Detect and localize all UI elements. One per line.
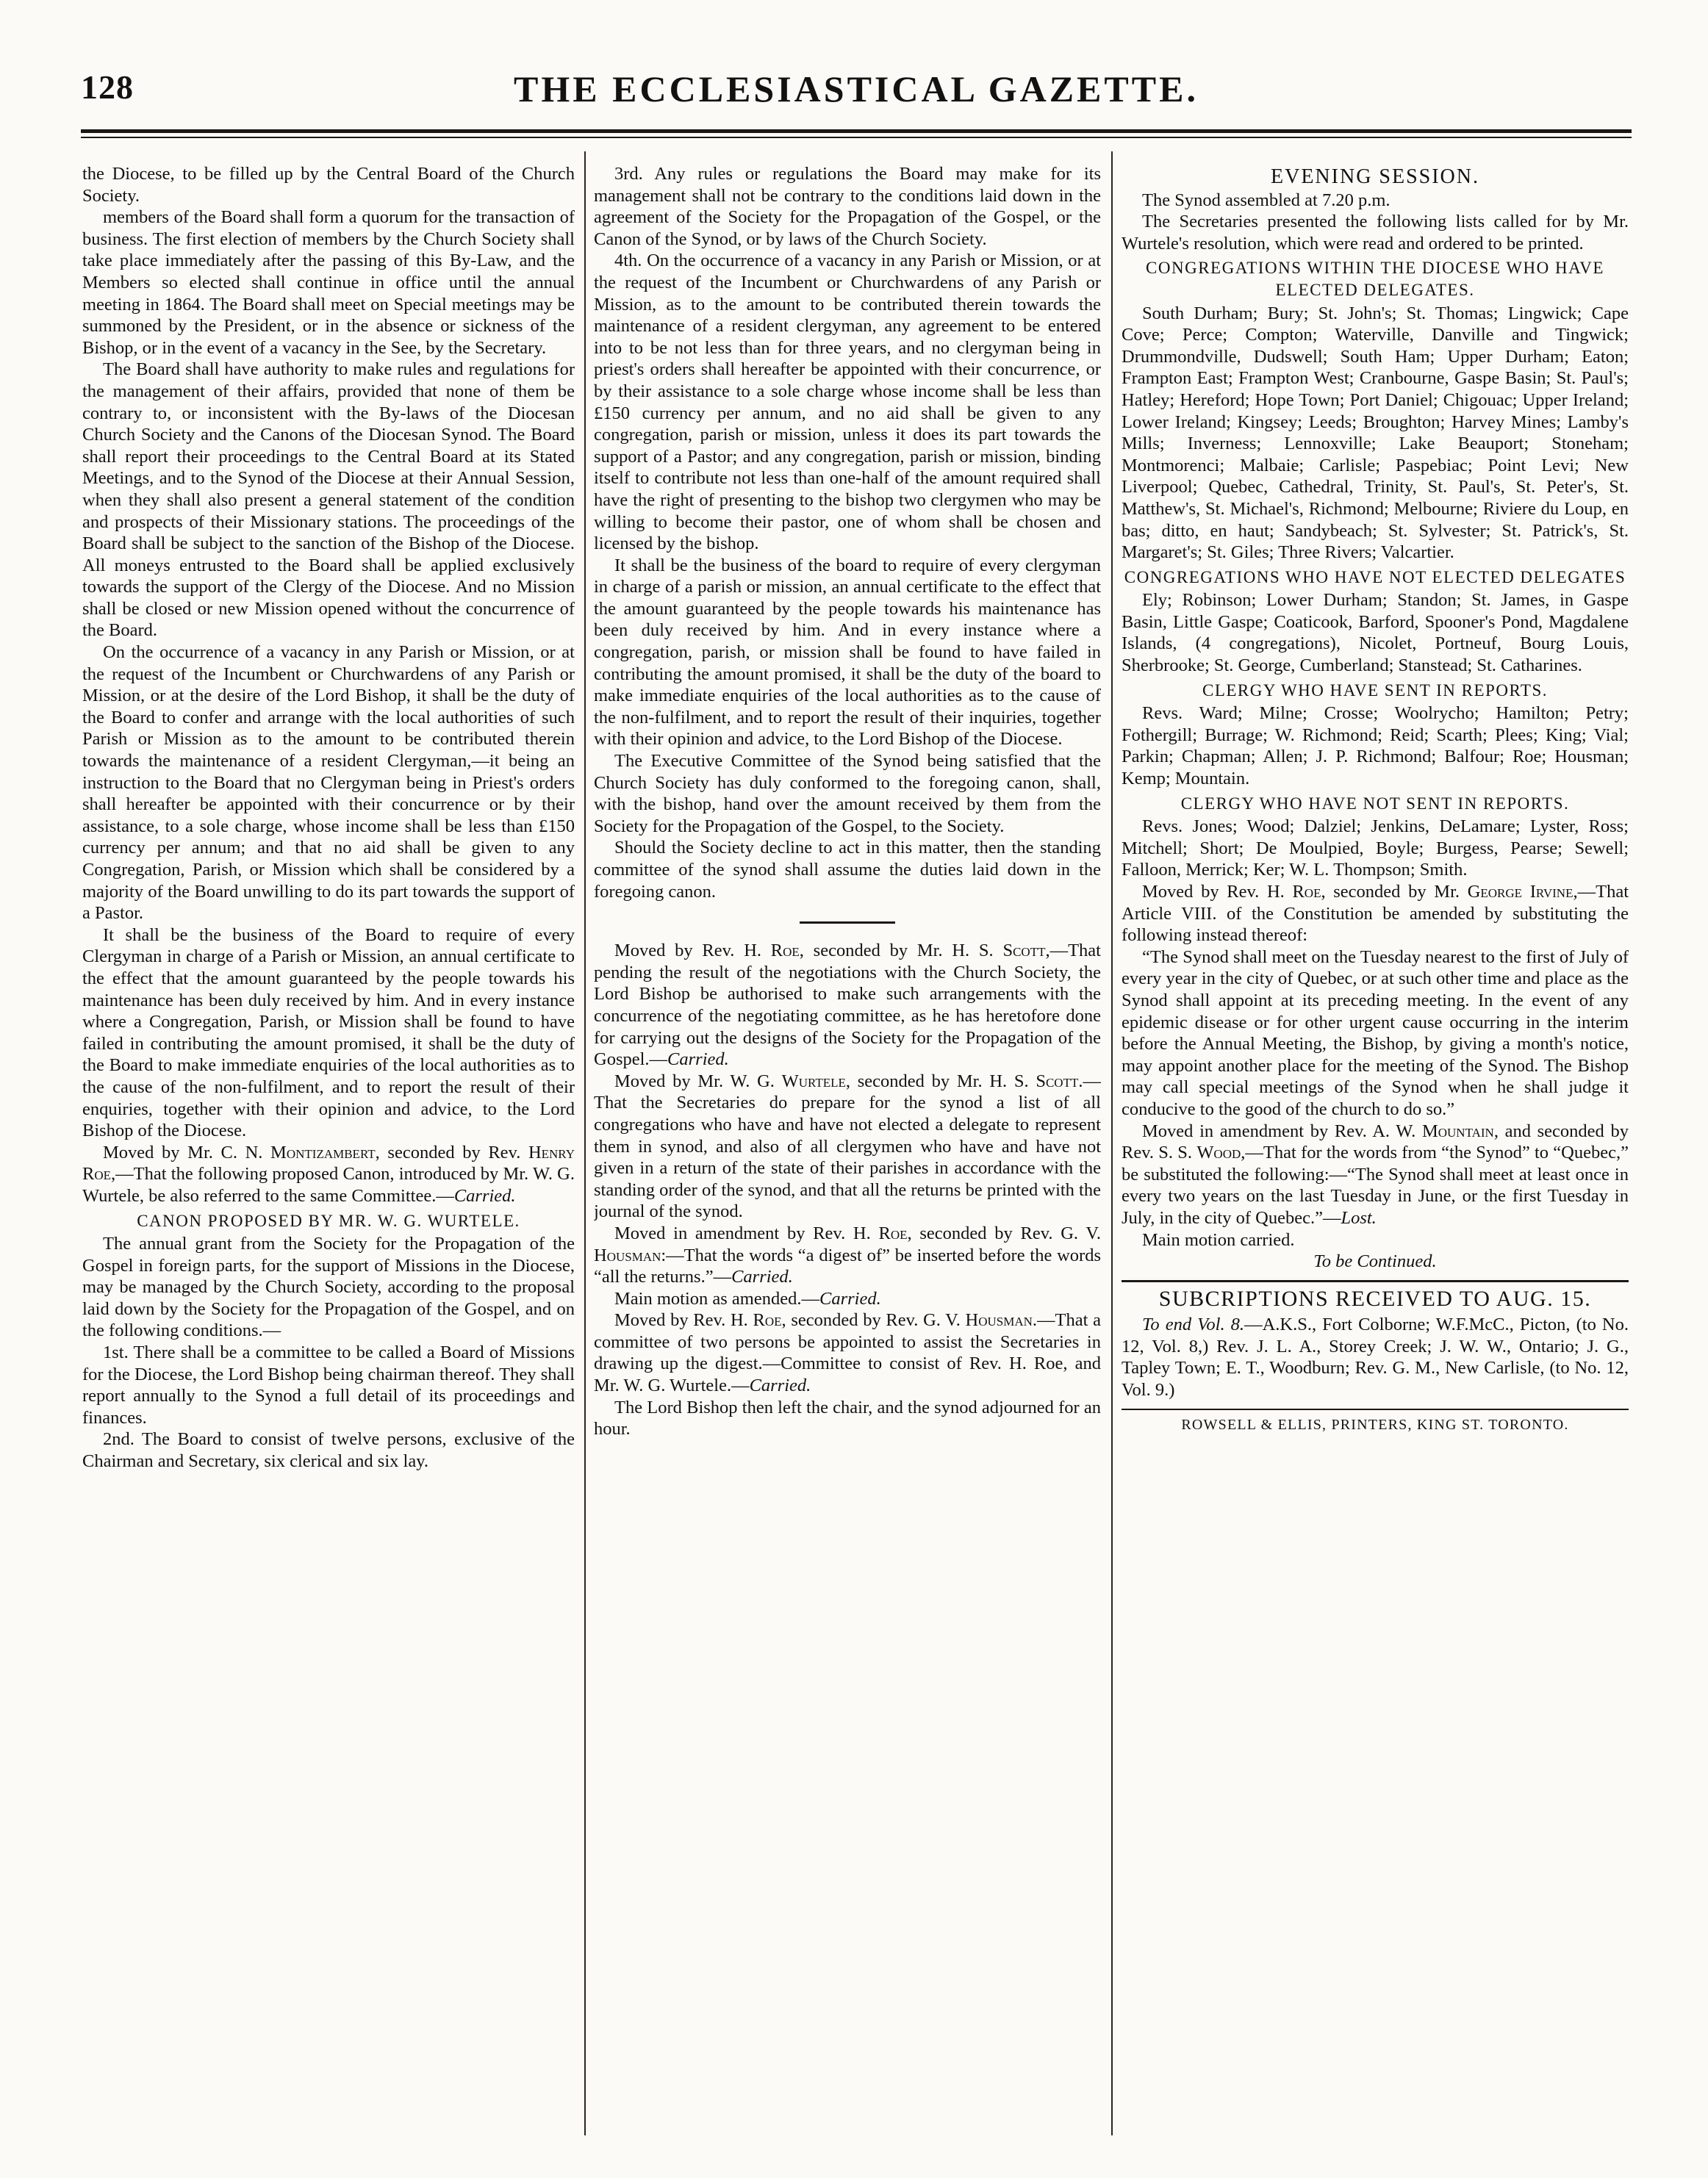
paragraph: It shall be the business of the board to require of every clergyman in charge of a parish or mission, an annual certificate to the effect that the amount guaranteed by the people towards his maintenance has been duly received by him. And in every instance where a congregation, parish, or mission shall be found to have failed in contributing the amount promised, it shall be the duty of the board to make immediate enquiries of the local authorities as to the cause of the non-fulfilment, and to report the result of their inquiries, together with their opinion and advice, to the Lord Bishop of the Diocese. [594, 555, 1101, 750]
motion-paragraph: Main motion as amended.—Carried. [614, 1288, 881, 1309]
list-heading-not-sent-reports: CLERGY WHO HAVE NOT SENT IN REPORTS. [1180, 794, 1570, 813]
paragraph: The Secretaries presented the following lists called for by Mr. Wurtele's resolution, which were read and ordered to be printed. [1122, 212, 1629, 254]
list-heading-sent-reports: CLERGY WHO HAVE SENT IN REPORTS. [1202, 680, 1549, 700]
column-1 [82, 163, 575, 2118]
motion-paragraph: Moved by Rev. H. Roe, seconded by Mr. George Irvine,—That Article VIII. of the Constitution be amended by substituting the following instead thereof: [1122, 882, 1629, 946]
page-number: 128 [81, 68, 134, 106]
column-divider-1 [584, 151, 586, 2135]
list-heading-not-elected: CONGREGATIONS WHO HAVE NOT ELECTED DELEGATES [1124, 567, 1626, 586]
motion-paragraph: Moved by Rev. H. Roe, seconded by Rev. G. V. Housman.—That a committee of two persons be appointed to assist the Secretaries in drawing up the digest.—Committee to consist of Rev. H. Roe, and Mr. W. G. Wurtele.—Carried. [594, 1310, 1101, 1396]
paragraph: The annual grant from the Society for the Propagation of the Gospel in foreign parts, for the support of Missions in the Diocese, may be managed by the Church Society, according to the proposal laid down by the Society for the Propagation of the Gospel, and on the following conditions.— [82, 1234, 575, 1341]
column-3 [1122, 163, 1629, 2118]
page-header [81, 68, 1632, 119]
paragraph: It shall be the business of the Board to require of every Clergyman in charge of a Parish or Mission, an annual certificate to the effect that the amount guaranteed by the people towards his maintenance has been duly received by him. And in every instance where a Congregation, Parish, or Mission shall be found to have failed in contributing the amount promised, it shall be the duty of the Board to make immediate enquiries of the local authorities as to the cause of the non-fulfilment, and to report the result of their enquiries, together with their opinion and advice, to the Lord Bishop of the Diocese. [82, 924, 575, 1141]
paragraph: 2nd. The Board to consist of twelve persons, exclusive of the Chairman and Secretary, six clerical and six lay. [82, 1429, 575, 1472]
paragraph: On the occurrence of a vacancy in any Parish or Mission, or at the request of the Incumbent or Churchwardens of any Parish or Mission, or at the desire of the Lord Bishop, it shall be the duty of the Board to confer and arrange with the local authorities of such Parish or Mission as to the amount to be contributed therein towards the maintenance of a resident Clergyman,—it being an instruction to the Board that no Clergyman being in Priest's orders shall hereafter be appointed with their concurrence or by their assistance, to a sole charge, whose income shall be less than £150 currency per annum; and that no aid shall be given to any Congregation, Parish, or Mission which shall be considered by a majority of the Board unwilling to do its part towards the support of a Pastor. [82, 642, 575, 924]
subscriptions-list: To end Vol. 8.—A.K.S., Fort Colborne; W.F.McC., Picton, (to No. 12, Vol. 8,) Rev. J. L. A., Storey Creek; J. W. W., Ontario; J. G., Tapley Town; E. T., Woodburn; Rev. G. M., New Carlisle, (to No. 12, Vol. 9.) [1122, 1315, 1629, 1401]
clergy-list: Revs. Ward; Milne; Crosse; Woolrycho; Hamilton; Petry; Fothergill; Burrage; W. Richmond; Reid; Scarth; Plees; King; Vial; Parkin; Chapman; Allen; J. P. Richmond; Balfour; Roe; Housman; Kemp; Mountain. [1122, 703, 1629, 789]
paragraph: members of the Board shall form a quorum for the transaction of business. The first election of members by the Church Society shall take place immediately after the passing of this By-Law, and the Members so elected shall continue in office until the annual meeting in 1864. The Board shall meet on Special meetings may be summoned by the President, or in the absence or sickness of the Bishop, or in the event of a vacancy in the See, by the Secretary. [82, 207, 575, 358]
paragraph: Should the Society decline to act in this matter, then the standing committee of the synod shall assume the duties laid down in the foregoing canon. [594, 838, 1101, 902]
paragraph: 4th. On the occurrence of a vacancy in any Parish or Mission, or at the request of the Incumbent or Churchwardens of any Parish or Mission, as to the amount to be contributed therein towards the maintenance of a resident clergyman, any agreement to be entered into to be not less than for three years, and no clergyman being in priest's orders shall hereafter be appointed with their concurrence, or by their assistance to a sole charge whose income shall be less than £150 currency per annum, and no aid shall be given to any congregation, parish or mission, unless it does its part towards the support of a Pastor; and any congregation, parish or mission, binding itself to contribute not less than one-half of the amount required shall have the right of presenting to the bishop two clergymen who may be willing to become their pastor, one of whom shall be chosen and licensed by the bishop. [594, 251, 1101, 554]
paragraph: the Diocese, to be filled up by the Central Board of the Church Society. [82, 164, 575, 206]
canon-heading: CANON PROPOSED BY MR. W. G. WURTELE. [137, 1211, 520, 1230]
motion-paragraph: Moved in amendment by Rev. A. W. Mountain, and seconded by Rev. S. S. Wood,—That for the words from “the Synod” to “Quebec,” be substituted the following:—“The Synod shall meet at least once in every two years on the last Tuesday in June, or the first Tuesday in July, in the city of Quebec.”—Lost. [1122, 1121, 1629, 1228]
paragraph: The Synod assembled at 7.20 p.m. [1142, 190, 1391, 210]
paragraph: 1st. There shall be a committee to be called a Board of Missions for the Diocese, the Lord Bishop being chairman thereof. They shall report annually to the Synod a full detail of its proceedings and finances. [82, 1343, 575, 1428]
quoted-article: “The Synod shall meet on the Tuesday nearest to the first of July of every year in the city of Quebec, or at such other time and place as the Synod shall appoint at its preceding meeting. In the event of any epidemic disease or for other urgent cause occurring in the interim before the Annual Meeting, the Bishop, by giving a month's notice, may appoint another place for the meeting of the Synod. The Bishop may call special meetings of the Synod when he shall judge it conducive to the good of the church to do so.” [1122, 946, 1629, 1119]
motion-paragraph: Moved in amendment by Rev. H. Roe, seconded by Rev. G. V. Housman:—That the words “a digest of” be inserted before the words “all the returns.”—Carried. [594, 1223, 1101, 1287]
subscriptions-heading: SUBCRIPTIONS RECEIVED TO AUG. 15. [1158, 1286, 1592, 1311]
motion-paragraph: Moved by Mr. C. N. Montizambert, seconded by Rev. Henry Roe,—That the following proposed Canon, introduced by Mr. W. G. Wurtele, be also referred to the same Committee.—Carried. [82, 1142, 575, 1206]
motion-paragraph: Moved by Mr. W. G. Wurtele, seconded by Mr. H. S. Scott.—That the Secretaries do prepare for the synod a list of all congregations who have and have not elected a delegate to represent them in synod, and also of all clergymen who have and have not given in a return of the state of their parishes in accordance with the standing order of the synod, and that all the returns be printed with the journal of the synod. [594, 1071, 1101, 1222]
subscriptions-rule-top [1122, 1280, 1629, 1282]
session-heading: EVENING SESSION. [1271, 165, 1479, 188]
congregation-list: Ely; Robinson; Lower Durham; Standon; St. James, in Gaspe Basin, Little Gaspe; Coaticook, Barford, Spooner's Pond, Magdalene Islands, (4 congregations), Nicolet, Portneuf, Bourg Louis, Sherbrooke; St. George, Cumberland; Stanstead; St. Catharines. [1122, 590, 1629, 676]
header-rule-thick [81, 129, 1632, 133]
motion-paragraph: Moved by Rev. H. Roe, seconded by Mr. H. S. Scott,—That pending the result of the negotiations with the Church Society, the Lord Bishop be authorised to make such arrangements with the concurrence of the negotiating committee, as he has heretofore done for carrying out the designs of the Society for the Propagation of the Gospel.—Carried. [594, 941, 1101, 1070]
section-rule [800, 921, 895, 924]
paragraph: The Board shall have authority to make rules and regulations for the management of their affairs, provided that none of them be contrary to, or inconsistent with the By-laws of the Diocesan Church Society and the Canons of the Diocesan Synod. The Board shall report their proceedings to the Central Board at its Stated Meetings, and to the Synod of the Diocese at their Annual Session, when they shall also present a general statement of the condition and prospects of their Missionary stations. The proceedings of the Board shall be subject to the sanction of the Bishop of the Diocese. All moneys entrusted to the Board shall be applied exclusively towards the support of the Clergy of the Diocese. And no Mission shall be closed or new Mission opened without the concurrence of the Board. [82, 359, 575, 641]
to-be-continued: To be Continued. [1313, 1251, 1437, 1272]
printers-imprint: ROWSELL & ELLIS, PRINTERS, KING ST. TORONTO. [1181, 1416, 1569, 1433]
paragraph: The Executive Committee of the Synod being satisfied that the Church Society has duly conformed to the foregoing canon, shall, with the bishop, hand over the amount received by them from the Society for the Propagation of the Gospel, to the Society. [594, 751, 1101, 836]
masthead-title: THE ECCLESIASTICAL GAZETTE. [514, 68, 1199, 109]
header-rule-thin [81, 137, 1632, 138]
paragraph: Main motion carried. [1142, 1229, 1295, 1250]
column-divider-2 [1111, 151, 1113, 2135]
clergy-list: Revs. Jones; Wood; Dalziel; Jenkins, DeLamare; Lyster, Ross; Mitchell; Short; De Moulpied, Boyle; Burgess, Pearse; Sewell; Falloon, Merrick; Ker; W. L. Thompson; Smith. [1122, 816, 1629, 880]
paragraph: 3rd. Any rules or regulations the Board may make for its management shall not be contrary to the conditions laid down in the agreement of the Society for the Propagation of the Gospel, or the Canon of the Synod, or by laws of the Church Society. [594, 164, 1101, 249]
list-heading-elected: CONGREGATIONS WITHIN THE DIOCESE WHO HAVE ELECTED DELEGATES. [1146, 259, 1604, 299]
motion-paragraph: The Lord Bishop then left the chair, and the synod adjourned for an hour. [594, 1397, 1101, 1440]
column-2 [594, 163, 1101, 2118]
printers-rule [1122, 1409, 1629, 1410]
congregation-list: South Durham; Bury; St. John's; St. Thomas; Lingwick; Cape Cove; Perce; Compton; Waterville, Danville and Tingwick; Drummondville, Dudswell; South Ham; Upper Durham; Eaton; Frampton East; Frampton West; Cranbourne, Gaspe Basin; St. Paul's; Hatley; Hereford; Hope Town; Port Daniel; Chigouac; Upper Ireland; Lower Ireland; Kingsey; Leeds; Broughton; Harvey Mines; Lamby's Mills; Inverness; Lennoxville; Lake Beauport; Stoneham; Montmorenci; Malbaie; Carlisle; Paspebiac; Point Levi; New Liverpool; Quebec, Cathedral, Trinity, St. Paul's, St. Peter's, St. Matthew's, St. Michael's, Richmond; Melbourne; Riviere du Loup, en bas; ditto, en haut; Sandybeach; St. Sylvester; St. Patrick's, St. Margaret's; St. Giles; Three Rivers; Valcartier. [1122, 303, 1629, 563]
